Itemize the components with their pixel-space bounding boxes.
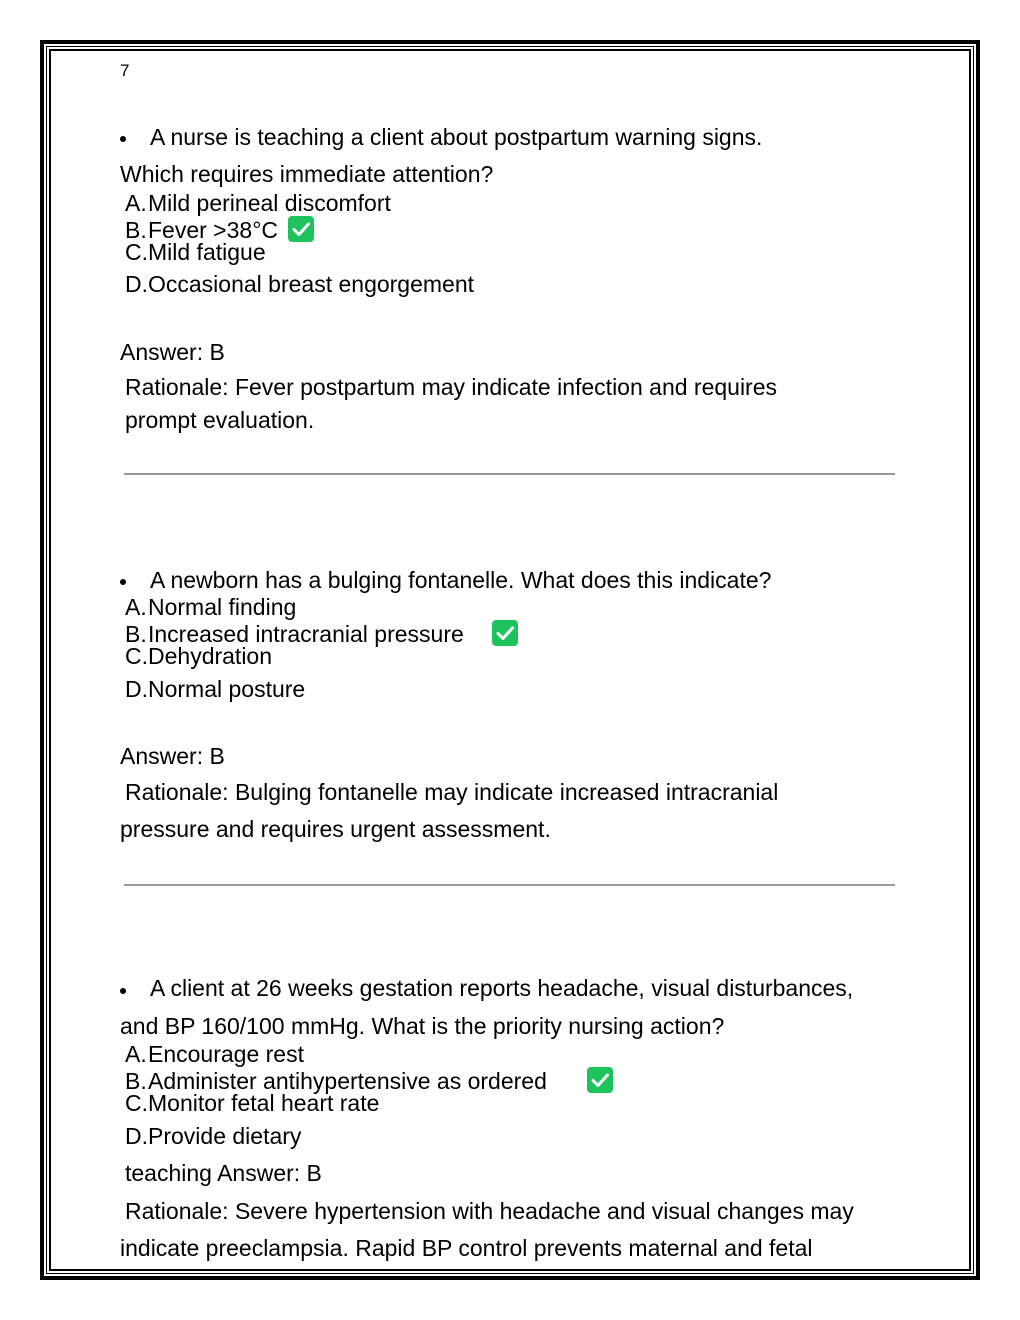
option-letter: C. bbox=[125, 239, 148, 265]
rationale-line: Rationale: Bulging fontanelle may indicate increased intracranial bbox=[125, 779, 779, 805]
page-number: 7 bbox=[120, 61, 130, 80]
bullet-icon bbox=[120, 579, 126, 585]
answer-line: Answer: B bbox=[120, 339, 225, 365]
option-a bbox=[125, 1041, 304, 1067]
option-text: Monitor fetal heart rate bbox=[148, 1090, 380, 1116]
option-d bbox=[125, 1123, 301, 1149]
option-letter: C. bbox=[125, 1090, 148, 1116]
option-letter: B. bbox=[125, 217, 147, 243]
bullet-icon bbox=[120, 136, 126, 142]
option-letter: B. bbox=[125, 621, 147, 647]
option-text: Normal posture bbox=[148, 676, 306, 702]
option-text: Increased intracranial pressure bbox=[148, 621, 464, 647]
question-stem-continued: and BP 160/100 mmHg. What is the priority nursing action? bbox=[120, 1013, 725, 1039]
option-letter: D. bbox=[125, 676, 148, 702]
option-text: Encourage rest bbox=[148, 1041, 304, 1067]
check-mark-icon bbox=[492, 620, 518, 646]
option-letter: A. bbox=[125, 594, 147, 620]
question-stem-continued: Which requires immediate attention? bbox=[120, 161, 494, 187]
option-letter: A. bbox=[125, 190, 147, 216]
bullet-icon bbox=[120, 988, 126, 994]
question-stem: A nurse is teaching a client about postpartum warning signs. bbox=[150, 124, 763, 150]
check-mark-icon bbox=[587, 1067, 613, 1093]
option-text: Administer antihypertensive as ordered bbox=[148, 1068, 547, 1094]
option-text: Mild perineal discomfort bbox=[148, 190, 391, 216]
option-c bbox=[125, 1090, 379, 1116]
rationale-line: Rationale: Fever postpartum may indicate infection and requires bbox=[125, 374, 778, 400]
option-d bbox=[125, 271, 474, 297]
option-text: Normal finding bbox=[148, 594, 297, 620]
separator-rule bbox=[124, 884, 895, 886]
answer-line: Answer: B bbox=[120, 743, 225, 769]
option-letter: C. bbox=[125, 643, 148, 669]
option-a bbox=[125, 190, 391, 216]
option-text: Fever >38°C bbox=[148, 217, 279, 243]
answer-line: teaching Answer: B bbox=[125, 1160, 322, 1186]
option-c bbox=[125, 643, 272, 669]
option-letter: A. bbox=[125, 1041, 147, 1067]
rationale-line-continued: indicate preeclampsia. Rapid BP control prevents maternal and fetal bbox=[120, 1235, 813, 1261]
separator-rule bbox=[124, 473, 895, 475]
option-letter: B. bbox=[125, 1068, 147, 1094]
rationale-line: Rationale: Severe hypertension with headache and visual changes may bbox=[125, 1198, 854, 1224]
option-text: Occasional breast engorgement bbox=[148, 271, 475, 297]
question-stem: A client at 26 weeks gestation reports headache, visual disturbances, bbox=[150, 975, 854, 1001]
option-text: Provide dietary bbox=[148, 1123, 302, 1149]
rationale-line-continued: prompt evaluation. bbox=[125, 407, 315, 433]
option-text: Dehydration bbox=[148, 643, 273, 669]
option-text: Mild fatigue bbox=[148, 239, 266, 265]
question-stem: A newborn has a bulging fontanelle. What does this indicate? bbox=[150, 567, 772, 593]
check-mark-icon bbox=[288, 216, 314, 242]
rationale-line-continued: pressure and requires urgent assessment. bbox=[120, 816, 551, 842]
option-letter: D. bbox=[125, 271, 148, 297]
option-a bbox=[125, 594, 296, 620]
option-c bbox=[125, 239, 266, 265]
option-d bbox=[125, 676, 305, 702]
option-letter: D. bbox=[125, 1123, 148, 1149]
